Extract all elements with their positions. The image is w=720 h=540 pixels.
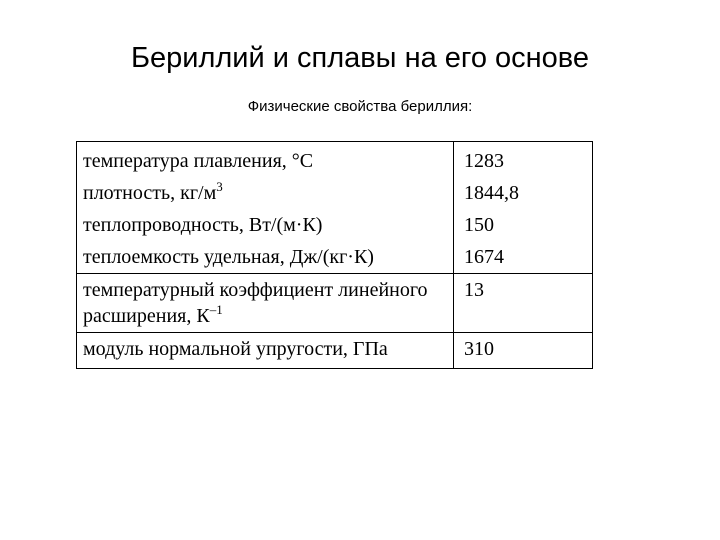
property-name: температура плавления, °С — [83, 150, 314, 172]
property-value: 1674 — [454, 241, 593, 274]
property-name: температурный коэффициент линейного расширения, $К^{-1}$ — [77, 274, 454, 333]
slide-subtitle: Физические свойства бериллия: — [247, 98, 473, 115]
table-row — [77, 274, 593, 333]
property-name: плотность, $кг/м^3$ — [83, 179, 223, 204]
table-row — [77, 241, 593, 274]
property-value: 1283 — [454, 142, 593, 178]
superscript: 3 — [216, 179, 223, 194]
superscript: –1 — [209, 302, 223, 317]
property-name: модуль нормальной упругости, ГПа — [77, 333, 454, 369]
property-name: теплоемкость удельная, Дж/(кг·К) — [83, 246, 374, 268]
slide-title: Бериллий и сплавы на его основе — [130, 42, 590, 74]
property-value: 13 — [454, 274, 593, 333]
property-name: теплопроводность, Вт/(м·К) — [83, 214, 323, 236]
table-row — [77, 209, 593, 241]
property-value: 1844,8 — [454, 177, 593, 209]
table-row — [77, 333, 593, 369]
table-row — [77, 142, 593, 178]
property-value: 310 — [454, 333, 593, 369]
properties-table — [76, 141, 593, 369]
table-row — [77, 177, 593, 209]
property-value: 150 — [454, 209, 593, 241]
